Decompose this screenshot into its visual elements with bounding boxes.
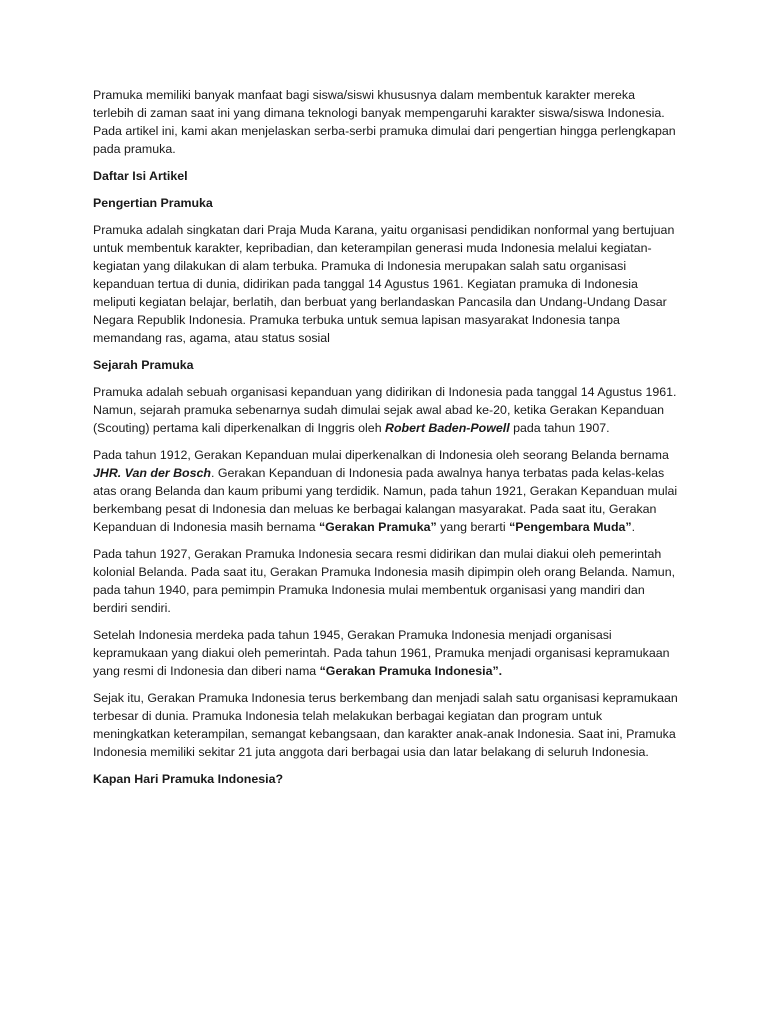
sejarah-p4-bold: “Gerakan Pramuka Indonesia”. <box>319 664 503 678</box>
sejarah-p2-text-before: Pada tahun 1912, Gerakan Kepanduan mulai diperkenalkan di Indonesia oleh seorang Belanda bernama <box>93 448 669 462</box>
sejarah-p2-text-after: . <box>631 520 636 534</box>
pengertian-heading: Pengertian Pramuka <box>93 196 213 210</box>
sejarah-heading: Sejarah Pramuka <box>93 358 194 372</box>
sejarah-p2-text-middle-2: yang berarti <box>436 520 510 534</box>
sejarah-p2-emphasis: JHR. Van der Bosch <box>93 466 211 480</box>
sejarah-p1-text-after: pada tahun 1907. <box>509 421 610 435</box>
sejarah-paragraph-2 <box>93 446 679 536</box>
sejarah-p1-emphasis: Robert Baden-Powell <box>385 421 510 435</box>
sejarah-p2-text-middle: . Gerakan Kepanduan di Indonesia pada awalnya hanya terbatas pada kelas-kelas atas orang Belanda dan kaum pribumi yang terdidik. Namun, pada tahun 1921, Gerakan Kepanduan mulai berkembang pesat di Indonesia dan meluas ke berbagai kalangan masyarakat. Pada saat itu, Gerakan Kepanduan di Indonesia masih bernama <box>93 466 678 534</box>
sejarah-p1-text-before: Pramuka adalah sebuah organisasi kepanduan yang didirikan di Indonesia pada tanggal 14 Agustus 1961. Namun, sejarah pramuka sebenarnya sudah dimulai sejak awal abad ke-20, ketika Gerakan Kepanduan (Scouting) pertama kali diperkenalkan di Inggris oleh <box>93 385 677 435</box>
toc-heading: Daftar Isi Artikel <box>93 169 188 183</box>
sejarah-p2-bold-1: “Gerakan Pramuka” <box>318 520 437 534</box>
sejarah-paragraph-5: Sejak itu, Gerakan Pramuka Indonesia terus berkembang dan menjadi salah satu organisasi kepramukaan terbesar di dunia. Pramuka Indonesia telah melakukan berbagai kegiatan dan program untuk meningkatkan keterampilan, semangat kebangsaan, dan karakter anak-anak Indonesia. Saat ini, Pramuka Indonesia memiliki sekitar 21 juta anggota dari berbagai usia dan latar belakang di seluruh Indonesia. <box>93 691 678 759</box>
kapan-heading: Kapan Hari Pramuka Indonesia? <box>93 772 284 786</box>
intro-paragraph: Pramuka memiliki banyak manfaat bagi siswa/siswi khususnya dalam membentuk karakter mereka terlebih di zaman saat ini yang dimana teknologi banyak mempengaruhi karakter siswa/siswa Indonesia. Pada artikel ini, kami akan menjelaskan serba-serbi pramuka dimulai dari pengertian hingga perlengkapan pada pramuka. <box>93 88 676 156</box>
sejarah-paragraph-3: Pada tahun 1927, Gerakan Pramuka Indonesia secara resmi didirikan dan mulai diakui oleh pemerintah kolonial Belanda. Pada saat itu, Gerakan Pramuka Indonesia masih dipimpin oleh orang Belanda. Namun, pada tahun 1940, para pemimpin Pramuka Indonesia mulai membentuk organisasi yang mandiri dan berdiri sendiri. <box>93 547 676 615</box>
sejarah-paragraph-4 <box>93 626 679 680</box>
sejarah-p2-bold-2: “Pengembara Muda” <box>509 520 632 534</box>
pengertian-paragraph: Pramuka adalah singkatan dari Praja Muda Karana, yaitu organisasi pendidikan nonformal yang bertujuan untuk membentuk karakter, kepribadian, dan keterampilan generasi muda Indonesia melalui kegiatan-kegiatan yang dilakukan di alam terbuka. Pramuka di Indonesia merupakan salah satu organisasi kepanduan tertua di dunia, didirikan pada tanggal 14 Agustus 1961. Kegiatan pramuka di Indonesia meliputi kegiatan belajar, berlatih, dan berbuat yang berlandaskan Pancasila dan Undang-Undang Dasar Negara Republik Indonesia. Pramuka terbuka untuk semua lapisan masyarakat Indonesia tanpa memandang ras, agama, atau status sosial <box>93 223 675 345</box>
sejarah-paragraph-1 <box>93 383 679 437</box>
document-page <box>93 86 679 797</box>
sejarah-p4-text-before: Setelah Indonesia merdeka pada tahun 1945, Gerakan Pramuka Indonesia menjadi organisasi kepramukaan yang diakui oleh pemerintah. Pada tahun 1961, Pramuka menjadi organisasi kepramukaan yang resmi di Indonesia dan diberi nama <box>93 628 670 678</box>
